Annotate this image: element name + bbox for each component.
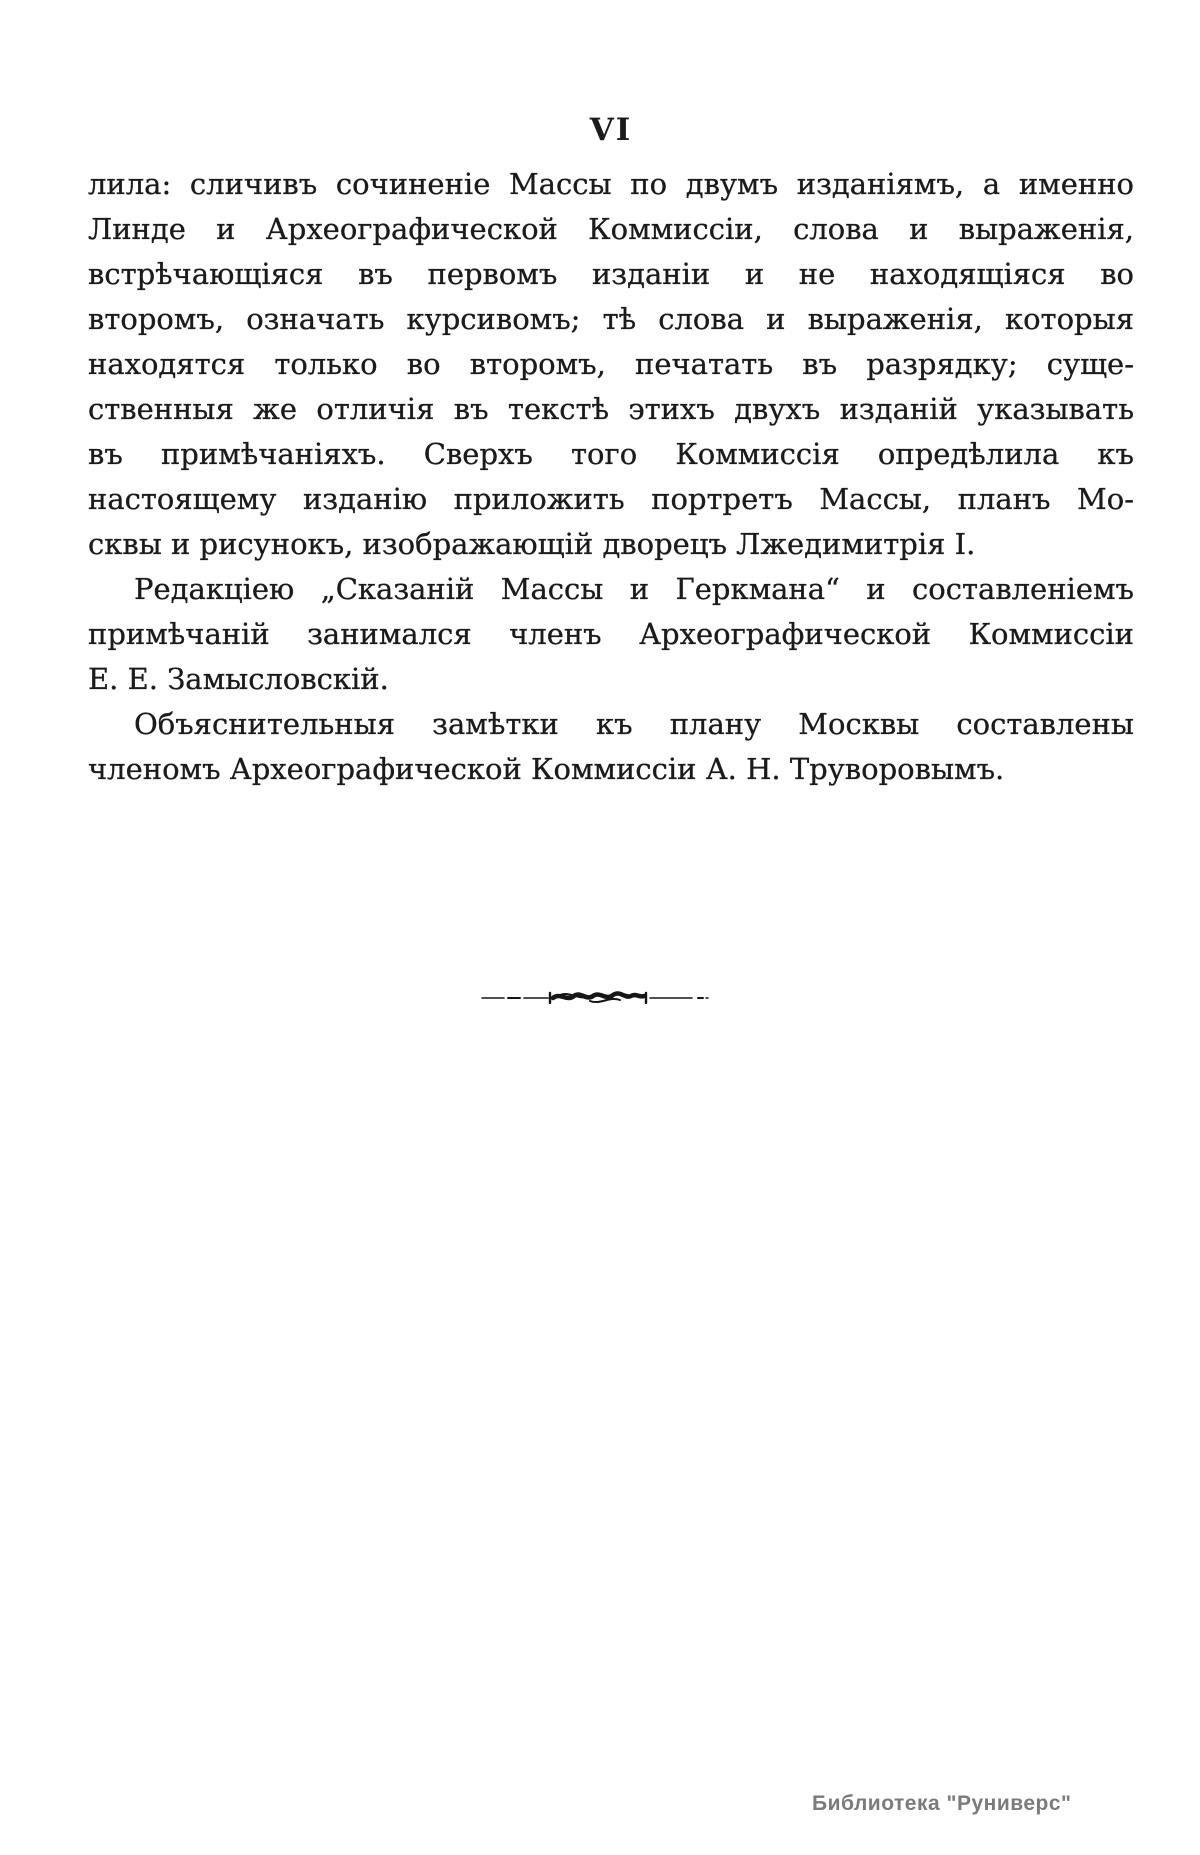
text-line: ственныя же отличія въ текстѣ этихъ двухъ изданій указывать [88, 392, 1134, 426]
section-divider-ornament [480, 985, 710, 1011]
paragraph [88, 702, 1134, 792]
text-line: сквы и рисунокъ, изображающій дворецъ Лжедимитрія I. [88, 527, 976, 561]
text-line: въ примѣчаніяхъ. Сверхъ того Коммиссія опредѣлила къ [88, 437, 1134, 471]
text-line: Объяснительныя замѣтки къ плану Москвы составлены [134, 707, 1134, 741]
text-line: лила: сличивъ сочиненіе Массы по двумъ изданіямъ, а именно [88, 167, 1134, 201]
paragraph [88, 567, 1134, 702]
text-line: настоящему изданію приложить портретъ Массы, планъ Мо- [88, 482, 1134, 516]
paragraph [88, 162, 1134, 567]
text-line: находятся только во второмъ, печатать въ разрядку; суще- [88, 347, 1134, 381]
text-line: членомъ Археографической Коммиссіи А. Н. Труворовымъ. [88, 752, 1005, 786]
text-line: примѣчаній занимался членъ Археографической Коммиссіи [88, 617, 1134, 651]
text-block [88, 162, 1134, 792]
page-number: VI [589, 112, 633, 148]
text-line: Е. Е. Замысловскій. [88, 662, 389, 696]
text-line: Линде и Археографической Коммиссіи, слова и выраженія, [88, 212, 1134, 246]
text-line: встрѣчающіяся въ первомъ изданіи и не находящіяся во [88, 257, 1134, 291]
divider-flourish-icon [480, 985, 710, 1011]
text-line: Редакціею „Сказаній Массы и Геркмана“ и составленіемъ [134, 572, 1134, 606]
text-line: второмъ, означать курсивомъ; тѣ слова и выраженія, которыя [88, 302, 1134, 336]
library-watermark: Библиотека "Руниверс" [812, 1792, 1072, 1815]
